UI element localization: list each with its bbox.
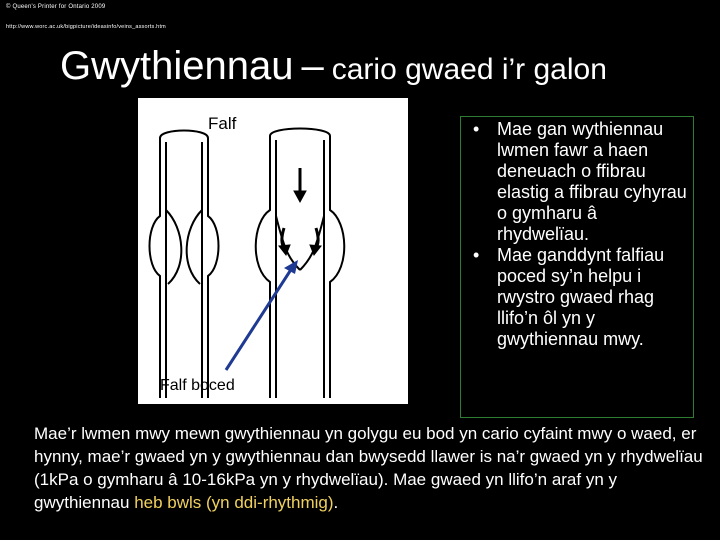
bullet-item-2: • Mae ganddynt falfiau poced sy’n helpu i rwystro gwaed rhag llifo’n ôl yn y gwythiennau mwy. <box>497 245 687 350</box>
bullet-list <box>461 117 693 350</box>
copyright-text: © Queen's Printer for Ontario 2009 <box>6 4 106 10</box>
pointer-line <box>226 268 292 370</box>
source-url: http://www.worc.ac.uk/bigpicture/ideasinfo/veins_assorts.htm <box>6 24 166 30</box>
left-vein-inner <box>166 142 202 398</box>
left-vein-outline-right <box>208 138 219 398</box>
right-vein-outline-right <box>330 136 344 398</box>
paragraph-end: . <box>333 493 339 512</box>
vein-valve-diagram <box>138 98 408 404</box>
paragraph-highlight: heb bwls (yn ddi-rhythmig) <box>134 493 334 512</box>
left-valve-cusp-left <box>166 210 181 284</box>
body-paragraph <box>34 422 704 514</box>
title-sub: cario gwaed i’r galon <box>331 53 607 86</box>
paragraph-text: Mae’r lwmen mwy mewn gwythiennau yn golygu eu bod yn cario cyfaint mwy o waed, er hynny, mae’r gwaed yn y gwythiennau dan bwysedd llawer is na’r gwaed yn y rhydwelïau (1kPa o gymharu â 10-16kPa yn y rhydwelïau). Mae gwaed yn llifo’n araf yn y gwythiennau <box>34 424 703 512</box>
label-pocket-valve: Falf boced <box>160 377 235 394</box>
slide-title <box>60 44 607 89</box>
right-valve-cusp-right <box>300 216 324 270</box>
title-dash: – <box>301 44 324 88</box>
label-valve: Falf <box>208 114 237 133</box>
vein-illustration <box>138 98 408 404</box>
left-valve-cusp-right <box>187 210 202 284</box>
flow-arrow-down-head <box>294 191 306 202</box>
bullet-box <box>460 116 694 418</box>
bullet-item-1: • Mae gan wythiennau lwmen fawr a haen deneuach o ffibrau elastig a ffibrau cyhyrau o gymharu â rhydwelïau. <box>497 119 687 245</box>
title-main: Gwythiennau <box>60 44 294 88</box>
